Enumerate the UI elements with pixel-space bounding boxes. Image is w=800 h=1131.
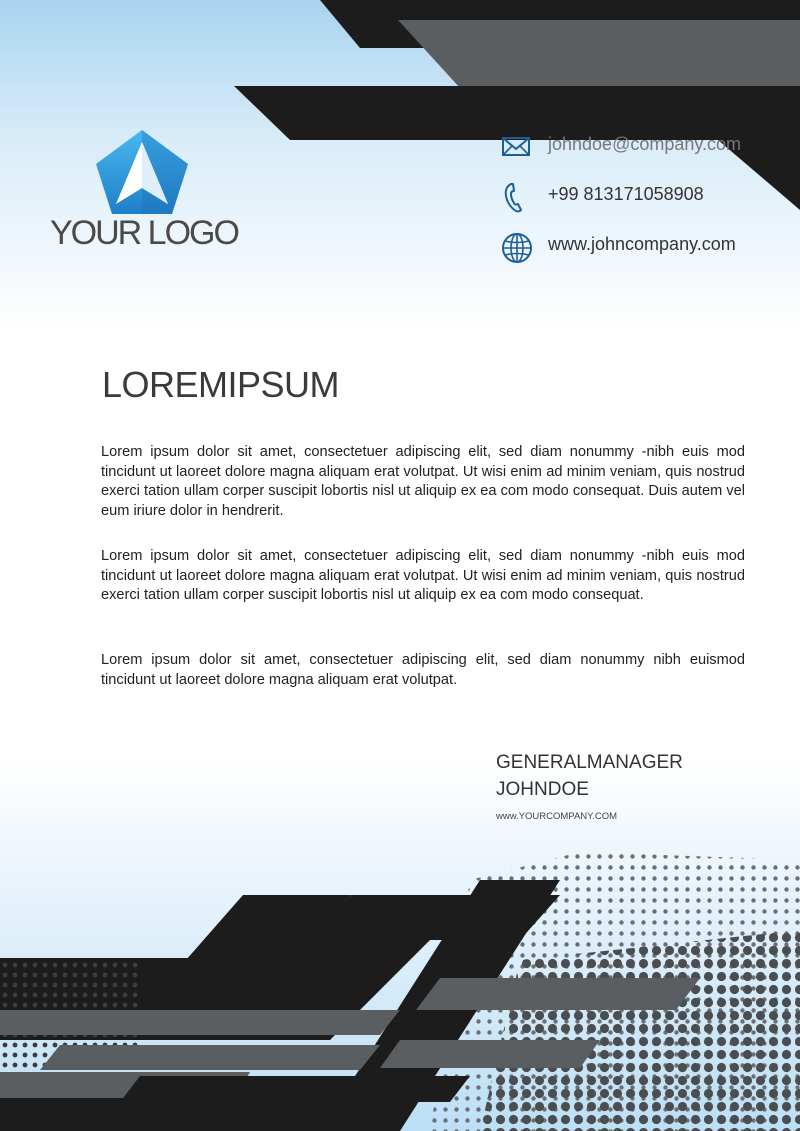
- body-paragraph: Lorem ipsum dolor sit amet, consectetuer adipiscing elit, sed diam nonummy -nibh euis mod tincidunt ut laoreet dolore magna aliquam erat volutpat. Ut wisi enim ad minim veniam, quis nostrud exerci tation ullam corper suscipit lobortis nisl ut aliquip ex ea com modo consequat. Duis autem vel eum iriure dolor in hendrerit.: [101, 444, 745, 519]
- letter-headline: LOREMIPSUM: [102, 364, 340, 405]
- signature-url[interactable]: www.YOURCOMPANY.COM: [496, 811, 618, 822]
- gray-stripe-3: [416, 978, 700, 1010]
- dark-band-bottom-right: [120, 1076, 470, 1102]
- body-paragraph: Lorem ipsum dolor sit amet, consectetuer adipiscing elit, sed diam nonummy -nibh euis mod tincidunt ut laoreet dolore magna aliquam erat volutpat. Ut wisi enim ad minim veniam, quis nostrud exerci tation ullam corper suscipit lobortis nisl ut aliquip ex ea com modo consequat.: [101, 548, 745, 603]
- signature-name: JOHNDOE: [496, 779, 589, 800]
- pentagon-arrow-logo-icon: [50, 128, 260, 218]
- envelope-icon: [500, 130, 532, 160]
- company-logo: [50, 128, 260, 258]
- gray-stripe-2: [40, 1045, 380, 1070]
- logo-wordmark: YOUR LOGO: [50, 214, 238, 252]
- contact-website-row: [500, 230, 800, 266]
- contact-website[interactable]: www.johncompany.com: [548, 234, 736, 254]
- contact-email[interactable]: johndoe@company.com: [548, 134, 742, 154]
- footer-decoration: [0, 840, 800, 1131]
- globe-icon: [500, 230, 534, 264]
- signature-title: GENERALMANAGER: [496, 752, 683, 773]
- gray-stripe-1: [0, 1010, 400, 1035]
- gray-stripe-4: [380, 1040, 600, 1068]
- phone-icon: [500, 180, 532, 214]
- body-paragraph: Lorem ipsum dolor sit amet, consectetuer adipiscing elit, sed diam nonummy nibh euismod tincidunt ut laoreet dolore magna aliquam erat volutpat.: [101, 652, 745, 688]
- top-gray-band: [398, 20, 800, 88]
- dark-band-bottom: [0, 1098, 420, 1131]
- contact-phone-row: [500, 180, 800, 216]
- contact-email-row: [500, 130, 800, 166]
- contact-phone[interactable]: +99 813171058908: [548, 184, 704, 204]
- halftone-field-right-dense: [480, 930, 800, 1131]
